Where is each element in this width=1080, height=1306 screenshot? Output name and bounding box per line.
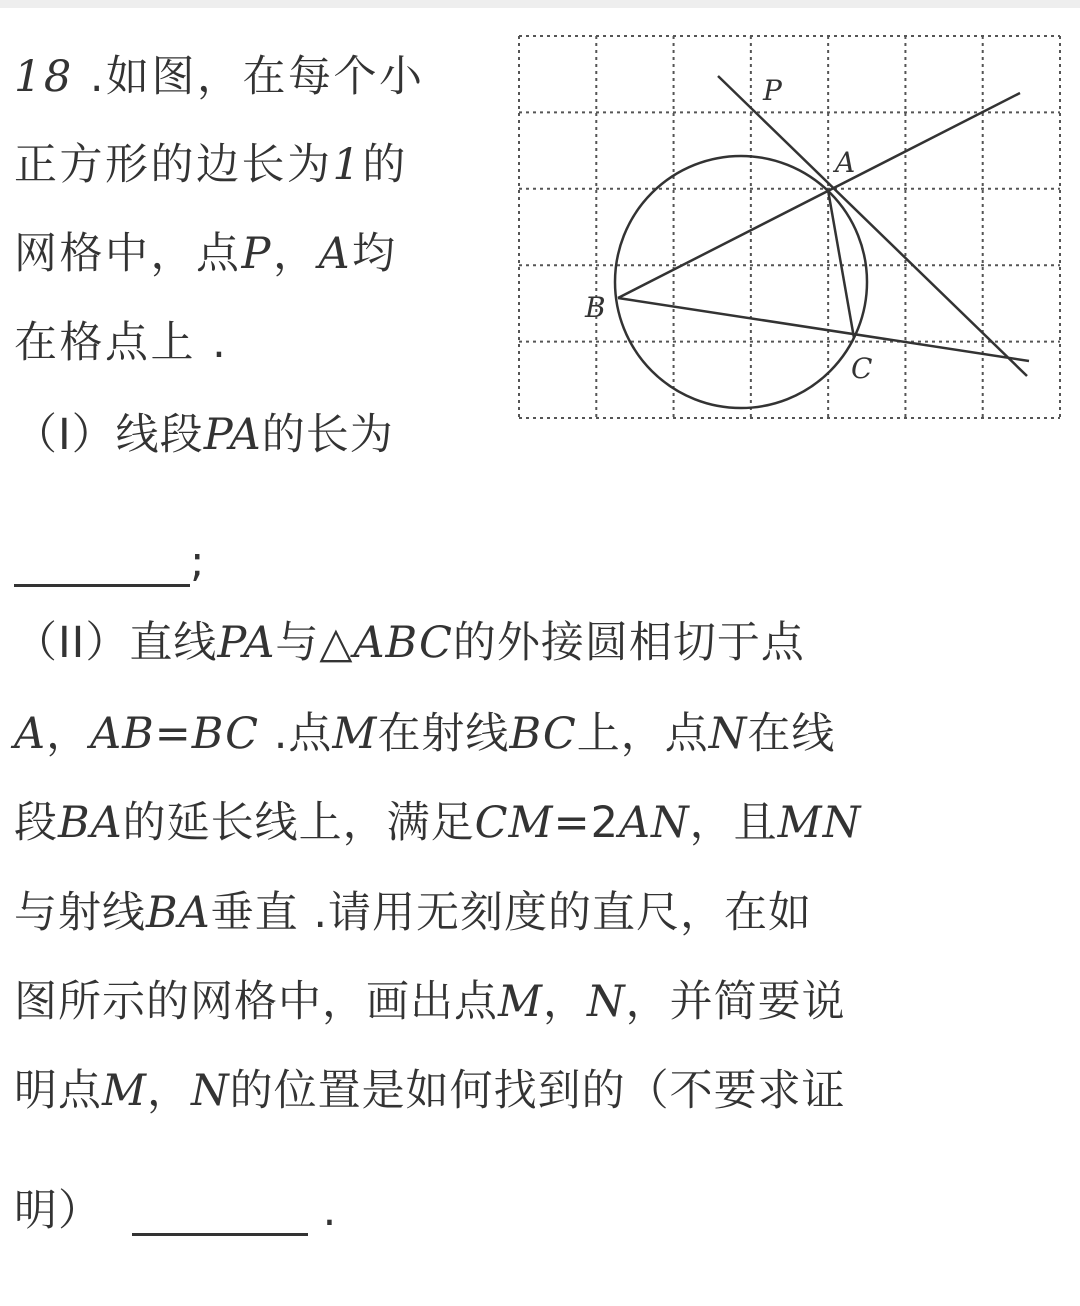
math-symbol: P — [241, 229, 273, 279]
text-segment: 网格中，点 — [14, 229, 242, 279]
math-symbol: BC — [191, 709, 260, 759]
part2-line-1 — [14, 618, 805, 668]
text-segment: 上，点 — [576, 709, 709, 759]
math-symbol: M — [332, 709, 378, 759]
intro-line-4: 在格点上 . — [14, 318, 229, 368]
text-segment: 段 — [14, 798, 58, 848]
intro-line-1: 18 .如图，在每个小 — [14, 52, 425, 102]
part1-answer-line: ; — [14, 537, 206, 587]
label-A: A — [835, 146, 856, 179]
part2-line-2 — [14, 709, 835, 759]
math-symbol: AN — [618, 798, 690, 848]
math-symbol: A — [14, 709, 47, 759]
text-segment: 的长为 — [261, 410, 394, 460]
label-P: P — [763, 74, 782, 107]
text-segment: .点 — [259, 709, 333, 759]
line-PA-tangent — [718, 76, 1027, 376]
text-segment: ， — [272, 229, 319, 279]
part2-final-line: 明） . — [14, 1186, 338, 1236]
line-BA-ray — [618, 93, 1020, 298]
math-symbol: AB — [90, 709, 155, 759]
math-symbol: BC — [509, 709, 577, 759]
label-C: C — [851, 352, 873, 385]
math-symbol: CM — [474, 798, 554, 848]
text-segment: 的外接圆相切于点 — [452, 618, 805, 668]
top-bar — [0, 0, 1080, 8]
math-symbol: A — [318, 229, 352, 279]
text-segment: 在射线 — [377, 709, 510, 759]
geometry-figure — [515, 30, 1065, 425]
math-symbol: PA — [217, 618, 276, 668]
text-segment: 均 — [352, 229, 398, 279]
text-segment: ，且 — [689, 798, 778, 848]
math-symbol: 1 — [332, 140, 363, 190]
text-segment: （I）线段 — [14, 410, 204, 460]
text-segment: 的位置是如何找到的（不要求证 — [229, 1066, 846, 1116]
text-segment: 明点 — [14, 1066, 102, 1116]
part2-line-6 — [14, 1066, 846, 1116]
text-segment: 与射线 — [14, 888, 146, 938]
math-symbol: ABC — [353, 618, 453, 668]
text-segment: 在线 — [747, 709, 836, 759]
part2-line-5 — [14, 977, 846, 1027]
text-segment: 图所示的网格中，画出点 — [14, 977, 498, 1027]
part2-line-3 — [14, 798, 861, 848]
math-symbol: N — [191, 1066, 230, 1116]
text-segment: = — [154, 709, 192, 759]
math-symbol: M — [498, 977, 544, 1027]
line-BC-ray — [618, 298, 1029, 361]
text-segment: 垂直 .请用无刻度的直尺，在如 — [210, 888, 812, 938]
text-segment: ， — [46, 709, 91, 759]
dotted-grid — [519, 36, 1060, 418]
label-B: B — [585, 291, 606, 324]
intro-line-3 — [14, 229, 398, 279]
text-segment: （II）直线 — [14, 618, 218, 668]
text-segment: 与△ — [275, 618, 354, 668]
segment-AC — [828, 190, 854, 338]
question-number: 18 — [14, 52, 74, 102]
math-symbol: PA — [203, 410, 262, 460]
math-symbol: BA — [58, 798, 123, 848]
math-symbol: N — [587, 977, 626, 1027]
math-symbol: M — [102, 1066, 148, 1116]
math-symbol: BA — [146, 888, 211, 938]
text-segment: =2 — [553, 798, 619, 848]
text-segment: 的 — [362, 140, 408, 190]
part1-line — [14, 410, 394, 460]
text-segment: 的延长线上，满足 — [122, 798, 475, 848]
math-symbol: MN — [777, 798, 862, 848]
intro-line-2 — [14, 140, 408, 190]
text-segment: ， — [543, 977, 588, 1027]
part1-answer-blank[interactable] — [14, 544, 190, 587]
text-segment: ，并简要说 — [625, 977, 846, 1027]
text-segment: 正方形的边长为 — [14, 140, 333, 190]
math-symbol: N — [708, 709, 748, 759]
part2-answer-blank[interactable] — [132, 1193, 308, 1236]
part2-line-4 — [14, 888, 812, 938]
text-segment: ， — [147, 1066, 192, 1116]
